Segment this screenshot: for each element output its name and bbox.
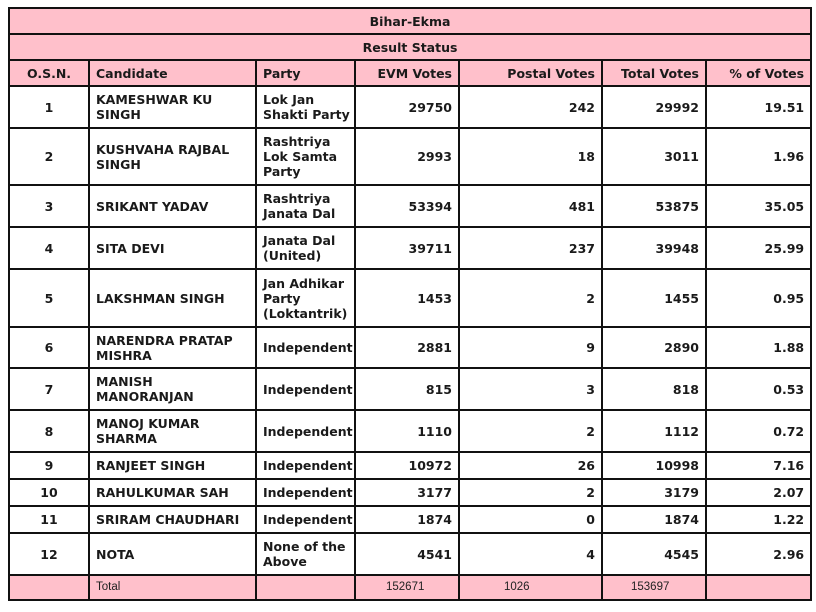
cell-evm-votes: 815 xyxy=(355,368,459,410)
cell-postal-votes: 2 xyxy=(459,479,602,506)
header-postal-votes: Postal Votes xyxy=(459,60,602,86)
cell-osn: 7 xyxy=(9,368,89,410)
cell-total-votes: 29992 xyxy=(602,86,706,128)
cell-candidate: KUSHVAHA RAJBAL SINGH xyxy=(89,128,256,185)
table-row xyxy=(9,452,811,479)
cell-evm-votes: 29750 xyxy=(355,86,459,128)
total-osn-cell xyxy=(9,575,89,600)
cell-party: Independent xyxy=(256,452,355,479)
cell-candidate: NARENDRA PRATAP MISHRA xyxy=(89,327,256,368)
cell-candidate: SRIKANT YADAV xyxy=(89,185,256,227)
cell-osn: 1 xyxy=(9,86,89,128)
cell-party: Lok Jan Shakti Party xyxy=(256,86,355,128)
cell-total-votes: 4545 xyxy=(602,533,706,575)
cell-evm-votes: 2881 xyxy=(355,327,459,368)
cell-evm-votes: 10972 xyxy=(355,452,459,479)
total-label: Total xyxy=(89,575,256,600)
total-total-votes: 153697 xyxy=(602,575,706,600)
cell-candidate: MANOJ KUMAR SHARMA xyxy=(89,410,256,452)
cell-postal-votes: 237 xyxy=(459,227,602,269)
cell-percent-votes: 25.99 xyxy=(706,227,811,269)
cell-party: Independent xyxy=(256,506,355,533)
result-container xyxy=(8,7,812,601)
cell-candidate: RANJEET SINGH xyxy=(89,452,256,479)
table-row xyxy=(9,86,811,128)
cell-candidate: KAMESHWAR KU SINGH xyxy=(89,86,256,128)
cell-total-votes: 53875 xyxy=(602,185,706,227)
cell-postal-votes: 9 xyxy=(459,327,602,368)
total-postal-votes: 1026 xyxy=(459,575,602,600)
cell-candidate: SITA DEVI xyxy=(89,227,256,269)
header-evm-votes: EVM Votes xyxy=(355,60,459,86)
cell-evm-votes: 1874 xyxy=(355,506,459,533)
cell-percent-votes: 1.88 xyxy=(706,327,811,368)
cell-candidate: SRIRAM CHAUDHARI xyxy=(89,506,256,533)
table-row xyxy=(9,327,811,368)
cell-percent-votes: 2.96 xyxy=(706,533,811,575)
total-party-cell xyxy=(256,575,355,600)
header-candidate: Candidate xyxy=(89,60,256,86)
cell-percent-votes: 0.95 xyxy=(706,269,811,327)
table-row xyxy=(9,269,811,327)
cell-party: Independent xyxy=(256,479,355,506)
cell-evm-votes: 39711 xyxy=(355,227,459,269)
cell-party: Independent xyxy=(256,410,355,452)
header-osn: O.S.N. xyxy=(9,60,89,86)
cell-postal-votes: 26 xyxy=(459,452,602,479)
cell-total-votes: 1455 xyxy=(602,269,706,327)
cell-postal-votes: 481 xyxy=(459,185,602,227)
cell-percent-votes: 1.22 xyxy=(706,506,811,533)
cell-postal-votes: 2 xyxy=(459,269,602,327)
table-row xyxy=(9,533,811,575)
cell-evm-votes: 1453 xyxy=(355,269,459,327)
cell-total-votes: 1112 xyxy=(602,410,706,452)
cell-party: Independent xyxy=(256,327,355,368)
cell-osn: 9 xyxy=(9,452,89,479)
cell-total-votes: 3179 xyxy=(602,479,706,506)
cell-postal-votes: 18 xyxy=(459,128,602,185)
cell-total-votes: 818 xyxy=(602,368,706,410)
cell-osn: 3 xyxy=(9,185,89,227)
cell-total-votes: 10998 xyxy=(602,452,706,479)
cell-osn: 5 xyxy=(9,269,89,327)
table-row xyxy=(9,128,811,185)
cell-evm-votes: 1110 xyxy=(355,410,459,452)
total-percent-cell xyxy=(706,575,811,600)
cell-party: Rashtriya Janata Dal xyxy=(256,185,355,227)
cell-osn: 8 xyxy=(9,410,89,452)
table-row xyxy=(9,506,811,533)
cell-percent-votes: 0.72 xyxy=(706,410,811,452)
cell-osn: 6 xyxy=(9,327,89,368)
cell-evm-votes: 3177 xyxy=(355,479,459,506)
header-party: Party xyxy=(256,60,355,86)
cell-postal-votes: 3 xyxy=(459,368,602,410)
total-evm-votes: 152671 xyxy=(355,575,459,600)
cell-percent-votes: 19.51 xyxy=(706,86,811,128)
cell-percent-votes: 1.96 xyxy=(706,128,811,185)
table-row xyxy=(9,479,811,506)
cell-osn: 2 xyxy=(9,128,89,185)
cell-total-votes: 2890 xyxy=(602,327,706,368)
header-percent-votes: % of Votes xyxy=(706,60,811,86)
cell-evm-votes: 53394 xyxy=(355,185,459,227)
result-status-title: Result Status xyxy=(9,34,811,60)
cell-candidate: MANISH MANORANJAN xyxy=(89,368,256,410)
cell-postal-votes: 0 xyxy=(459,506,602,533)
constituency-title: Bihar-Ekma xyxy=(9,8,811,34)
cell-osn: 12 xyxy=(9,533,89,575)
results-table xyxy=(8,7,812,601)
cell-percent-votes: 7.16 xyxy=(706,452,811,479)
table-row xyxy=(9,185,811,227)
cell-candidate: NOTA xyxy=(89,533,256,575)
table-row xyxy=(9,410,811,452)
cell-evm-votes: 2993 xyxy=(355,128,459,185)
cell-evm-votes: 4541 xyxy=(355,533,459,575)
cell-party: Jan Adhikar Party (Loktantrik) xyxy=(256,269,355,327)
cell-total-votes: 3011 xyxy=(602,128,706,185)
cell-osn: 11 xyxy=(9,506,89,533)
cell-postal-votes: 2 xyxy=(459,410,602,452)
cell-percent-votes: 0.53 xyxy=(706,368,811,410)
header-total-votes: Total Votes xyxy=(602,60,706,86)
cell-party: Janata Dal (United) xyxy=(256,227,355,269)
cell-percent-votes: 2.07 xyxy=(706,479,811,506)
cell-osn: 4 xyxy=(9,227,89,269)
cell-total-votes: 1874 xyxy=(602,506,706,533)
cell-postal-votes: 4 xyxy=(459,533,602,575)
cell-party: Rashtriya Lok Samta Party xyxy=(256,128,355,185)
cell-party: Independent xyxy=(256,368,355,410)
total-row xyxy=(9,575,811,600)
constituency-title-row xyxy=(9,8,811,34)
table-row xyxy=(9,227,811,269)
column-header-row xyxy=(9,60,811,86)
cell-postal-votes: 242 xyxy=(459,86,602,128)
cell-candidate: LAKSHMAN SINGH xyxy=(89,269,256,327)
cell-percent-votes: 35.05 xyxy=(706,185,811,227)
cell-total-votes: 39948 xyxy=(602,227,706,269)
result-status-row xyxy=(9,34,811,60)
cell-candidate: RAHULKUMAR SAH xyxy=(89,479,256,506)
table-row xyxy=(9,368,811,410)
cell-osn: 10 xyxy=(9,479,89,506)
cell-party: None of the Above xyxy=(256,533,355,575)
